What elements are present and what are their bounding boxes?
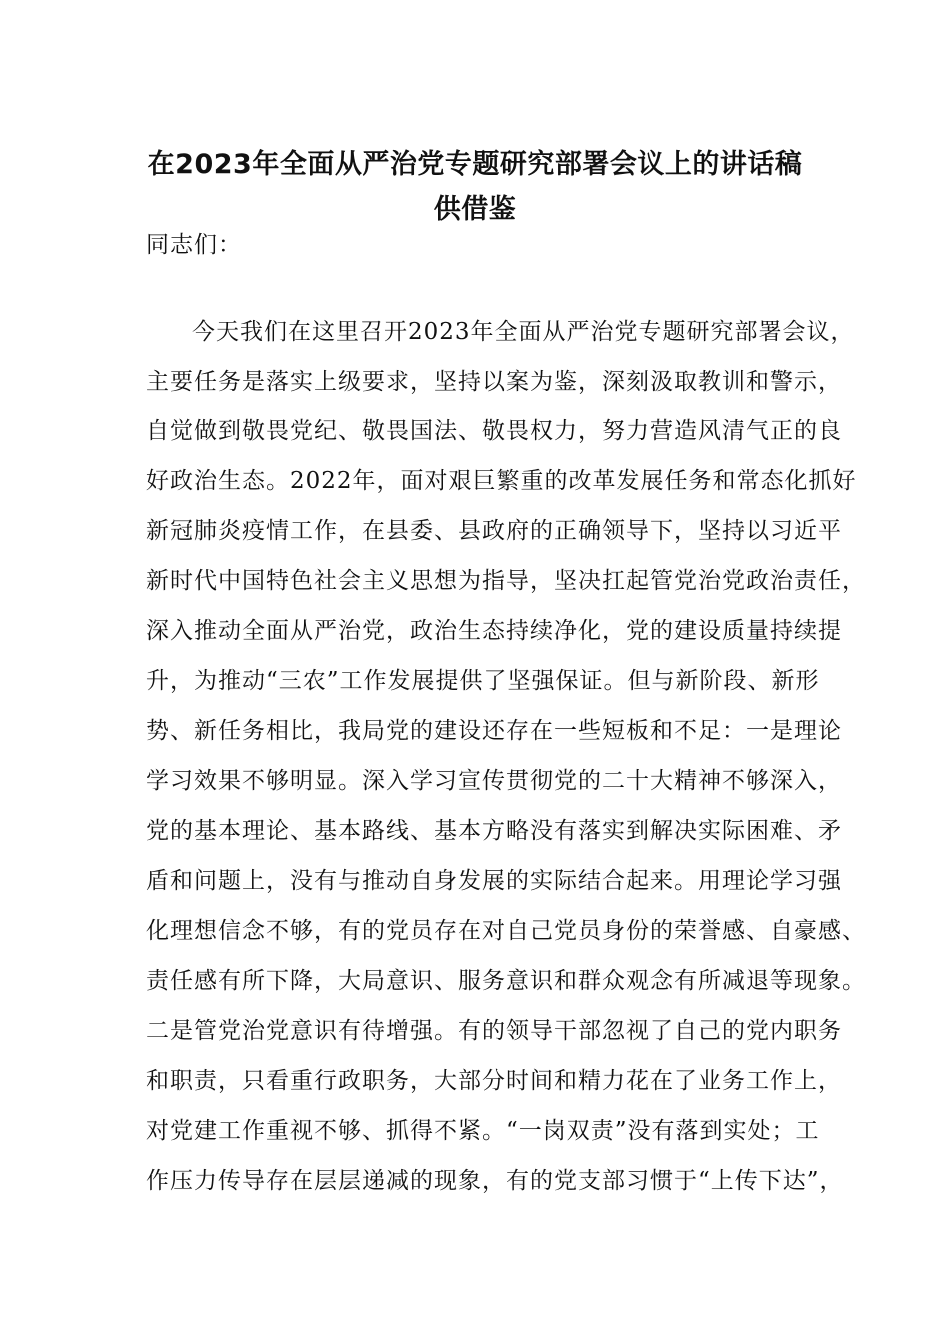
paragraph-line: 势、新任务相比，我局党的建设还存在一些短板和不足：一是理论: [146, 718, 842, 744]
paragraph-line: 今天我们在这里召开2023年全面从严治党专题研究部署会议，: [192, 319, 855, 345]
paragraph-line: 作压力传导存在层层递减的现象，有的党支部习惯于“上传下达”，: [146, 1168, 844, 1194]
paragraph-line: 盾和问题上，没有与推动自身发展的实际结合起来。用理论学习强: [146, 868, 842, 894]
paragraph-line: 新冠肺炎疫情工作，在县委、县政府的正确领导下，坚持以习近平: [146, 518, 842, 544]
paragraph-line: 党的基本理论、基本路线、基本方略没有落实到解决实际困难、矛: [146, 818, 842, 844]
paragraph-line: 学习效果不够明显。深入学习宣传贯彻党的二十大精神不够深入，: [146, 768, 842, 794]
paragraph-line: 新时代中国特色社会主义思想为指导，坚决扛起管党治党政治责任，: [146, 568, 866, 594]
paragraph-line: 和职责，只看重行政职务，大部分时间和精力花在了业务工作上，: [146, 1068, 842, 1094]
paragraph-line: 深入推动全面从严治党，政治生态持续净化，党的建设质量持续提: [146, 618, 842, 644]
salutation: 同志们：: [146, 232, 242, 258]
paragraph-line: 二是管党治党意识有待增强。有的领导干部忽视了自己的党内职务: [146, 1018, 842, 1044]
paragraph-line: 主要任务是落实上级要求，坚持以案为鉴，深刻汲取教训和警示，: [146, 369, 842, 395]
paragraph-line: 对党建工作重视不够、抓得不紧。“一岗双责”没有落到实处；工: [146, 1118, 820, 1144]
paragraph-line: 化理想信念不够，有的党员存在对自己党员身份的荣誉感、自豪感、: [146, 918, 866, 944]
paragraph-line: 好政治生态。2022年，面对艰巨繁重的改革发展任务和常态化抓好: [146, 468, 857, 494]
paragraph-line: 责任感有所下降，大局意识、服务意识和群众观念有所减退等现象。: [146, 968, 866, 994]
paragraph-line: 升，为推动“三农”工作发展提供了坚强保证。但与新阶段、新形: [146, 668, 820, 694]
paragraph-line: 自觉做到敬畏党纪、敬畏国法、敬畏权力，努力营造风清气正的良: [146, 418, 842, 444]
document-title: 在2023年全面从严治党专题研究部署会议上的讲话稿供借鉴: [147, 149, 803, 225]
